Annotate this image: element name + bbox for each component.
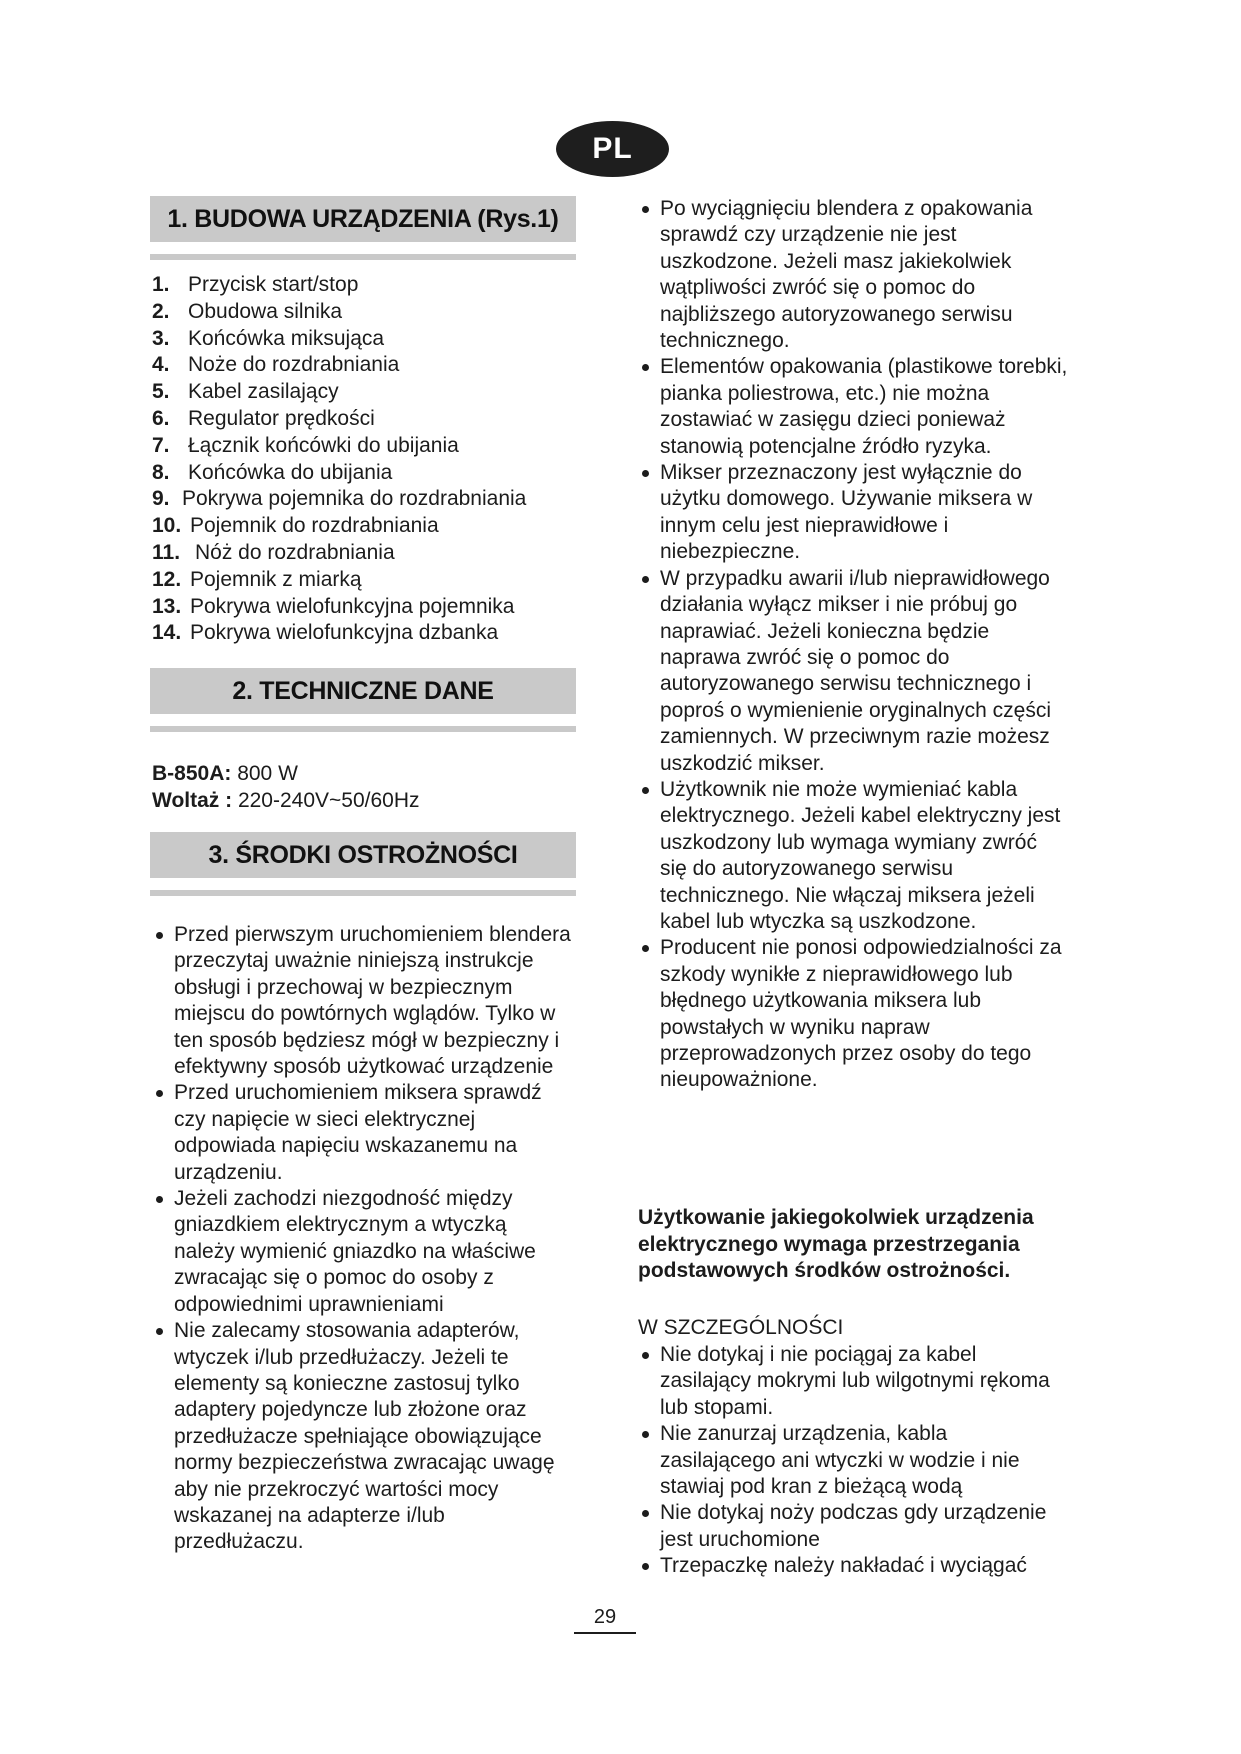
- list-item: Nie zalecamy stosowania adapterów, wtyczek i/lub przedłużaczy. Jeżeli te elementy są konieczne zastosuj tylko adaptery pojedyncze lub złożone oraz przedłużacze spełniające obowiązujące normy bezpieczeństwa zwracając uwagę aby nie przekroczyć wartości mocy wskazanej na adapterze i/lub przedłużaczu.: [152, 1318, 572, 1556]
- list-item: 5. Kabel zasilający: [152, 380, 339, 404]
- list-item: Przed uruchomieniem miksera sprawdź czy napięcie w sieci elektrycznej odpowiada napięciu wskazanemu na urządzeniu.: [152, 1080, 572, 1186]
- list-item: 10. Pojemnik do rozdrabniania: [152, 514, 439, 538]
- list-item: Użytkownik nie może wymieniać kabla elektrycznego. Jeżeli kabel elektryczny jest uszkodzony lub wymaga wymiany zwróć się do autoryzowanego serwisu technicznego. Nie włączaj miksera jeżeli kabel lub wtyczka są uszkodzone.: [638, 777, 1068, 935]
- page-number-rule: [574, 1632, 636, 1634]
- list-item: 7. Łącznik końcówki do ubijania: [152, 433, 459, 457]
- list-item: Trzepaczkę należy nakładać i wyciągać: [638, 1553, 1068, 1579]
- section-1-heading: 1. BUDOWA URZĄDZENIA (Rys.1): [150, 196, 576, 242]
- list-item: Producent nie ponosi odpowiedzialności za szkody wynikłe z nieprawidłowego lub błędnego użytkowania miksera lub powstałych w wyniku napraw przeprowadzonych przez osoby do tego nieupoważnione.: [638, 935, 1068, 1093]
- section-3-heading: 3. ŚRODKI OSTROŻNOŚCI: [150, 832, 576, 878]
- list-item: Mikser przeznaczony jest wyłącznie do użytku domowego. Używanie miksera w innym celu jest nieprawidłowe i niebezpieczne.: [638, 460, 1068, 566]
- specific-subheading: W SZCZEGÓLNOŚCI: [638, 1316, 844, 1339]
- page-number: 29: [593, 1606, 617, 1628]
- language-badge: PL: [556, 121, 669, 177]
- list-item: 2. Obudowa silnika: [152, 299, 343, 323]
- list-item: Przed pierwszym uruchomieniem blendera przeczytaj uważnie niniejszą instrukcje obsługi i przechowaj w bezpiecznym miejscu do powtórnych wglądów. Tylko w ten sposób będziesz mógł w bezpieczny i efektywny sposób użytkować urządzenie: [152, 922, 572, 1080]
- precautions-left-list: [152, 922, 572, 1556]
- list-item: Nie dotykaj noży podczas gdy urządzenie jest uruchomione: [638, 1500, 1068, 1553]
- list-item: Po wyciągnięciu blendera z opakowania sprawdź czy urządzenie nie jest uszkodzone. Jeżeli masz jakiekolwiek wątpliwości zwróć się o pomoc do najbliższego autoryzowanego serwisu technicznego.: [638, 196, 1068, 354]
- precautions-right-list: [638, 196, 1068, 1094]
- model-spec: B-850A: 800 W: [152, 762, 298, 785]
- section-2-rule: [150, 726, 576, 732]
- section-1-rule: [150, 254, 576, 260]
- list-item: 8. Końcówka do ubijania: [152, 460, 393, 484]
- specific-precautions-list: [638, 1342, 1068, 1580]
- list-item: Jeżeli zachodzi niezgodność między gniazdkiem elektrycznym a wtyczką należy wymienić gniazdko na właściwe zwracając się o pomoc do osoby z odpowiednimi uprawnieniami: [152, 1186, 572, 1318]
- section-3-rule: [150, 890, 576, 896]
- list-item: 12. Pojemnik z miarką: [152, 567, 362, 591]
- voltage-spec: Woltaż : 220-240V~50/60Hz: [152, 789, 420, 812]
- list-item: 11. Nóż do rozdrabniania: [152, 540, 395, 564]
- list-item: 14. Pokrywa wielofunkcyjna dzbanka: [152, 621, 499, 645]
- list-item: 1. Przycisk start/stop: [152, 273, 359, 296]
- list-item: Elementów opakowania (plastikowe torebki, pianka poliestrowa, etc.) nie można zostawiać w zasięgu dzieci ponieważ stanowią potencjalne źródło ryzyka.: [638, 354, 1068, 460]
- safety-note: Użytkowanie jakiegokolwiek urządzenia elektrycznego wymaga przestrzegania podstawowych środków ostrożności.: [638, 1206, 1034, 1282]
- section-2-heading: 2. TECHNICZNE DANE: [150, 668, 576, 714]
- list-item: 3. Końcówka miksująca: [152, 326, 385, 350]
- list-item: 4. Noże do rozdrabniania: [152, 353, 400, 377]
- list-item: 6. Regulator prędkości: [152, 406, 375, 430]
- list-item: 9. Pokrywa pojemnika do rozdrabniania: [152, 487, 527, 511]
- list-item: Nie dotykaj i nie pociągaj za kabel zasilający mokrymi lub wilgotnymi rękoma lub stopami.: [638, 1342, 1068, 1421]
- list-item: W przypadku awarii i/lub nieprawidłowego działania wyłącz mikser i nie próbuj go naprawiać. Jeżeli konieczna będzie naprawa zwróć się o pomoc do autoryzowanego serwisu technicznego i poproś o wymienienie oryginalnych części zamiennych. W przeciwnym razie możesz uszkodzić mikser.: [638, 566, 1068, 777]
- parts-list: [152, 272, 526, 647]
- list-item: 13. Pokrywa wielofunkcyjna pojemnika: [152, 594, 515, 618]
- list-item: Nie zanurzaj urządzenia, kabla zasilającego ani wtyczki w wodzie i nie stawiaj pod kran z bieżącą wodą: [638, 1421, 1068, 1500]
